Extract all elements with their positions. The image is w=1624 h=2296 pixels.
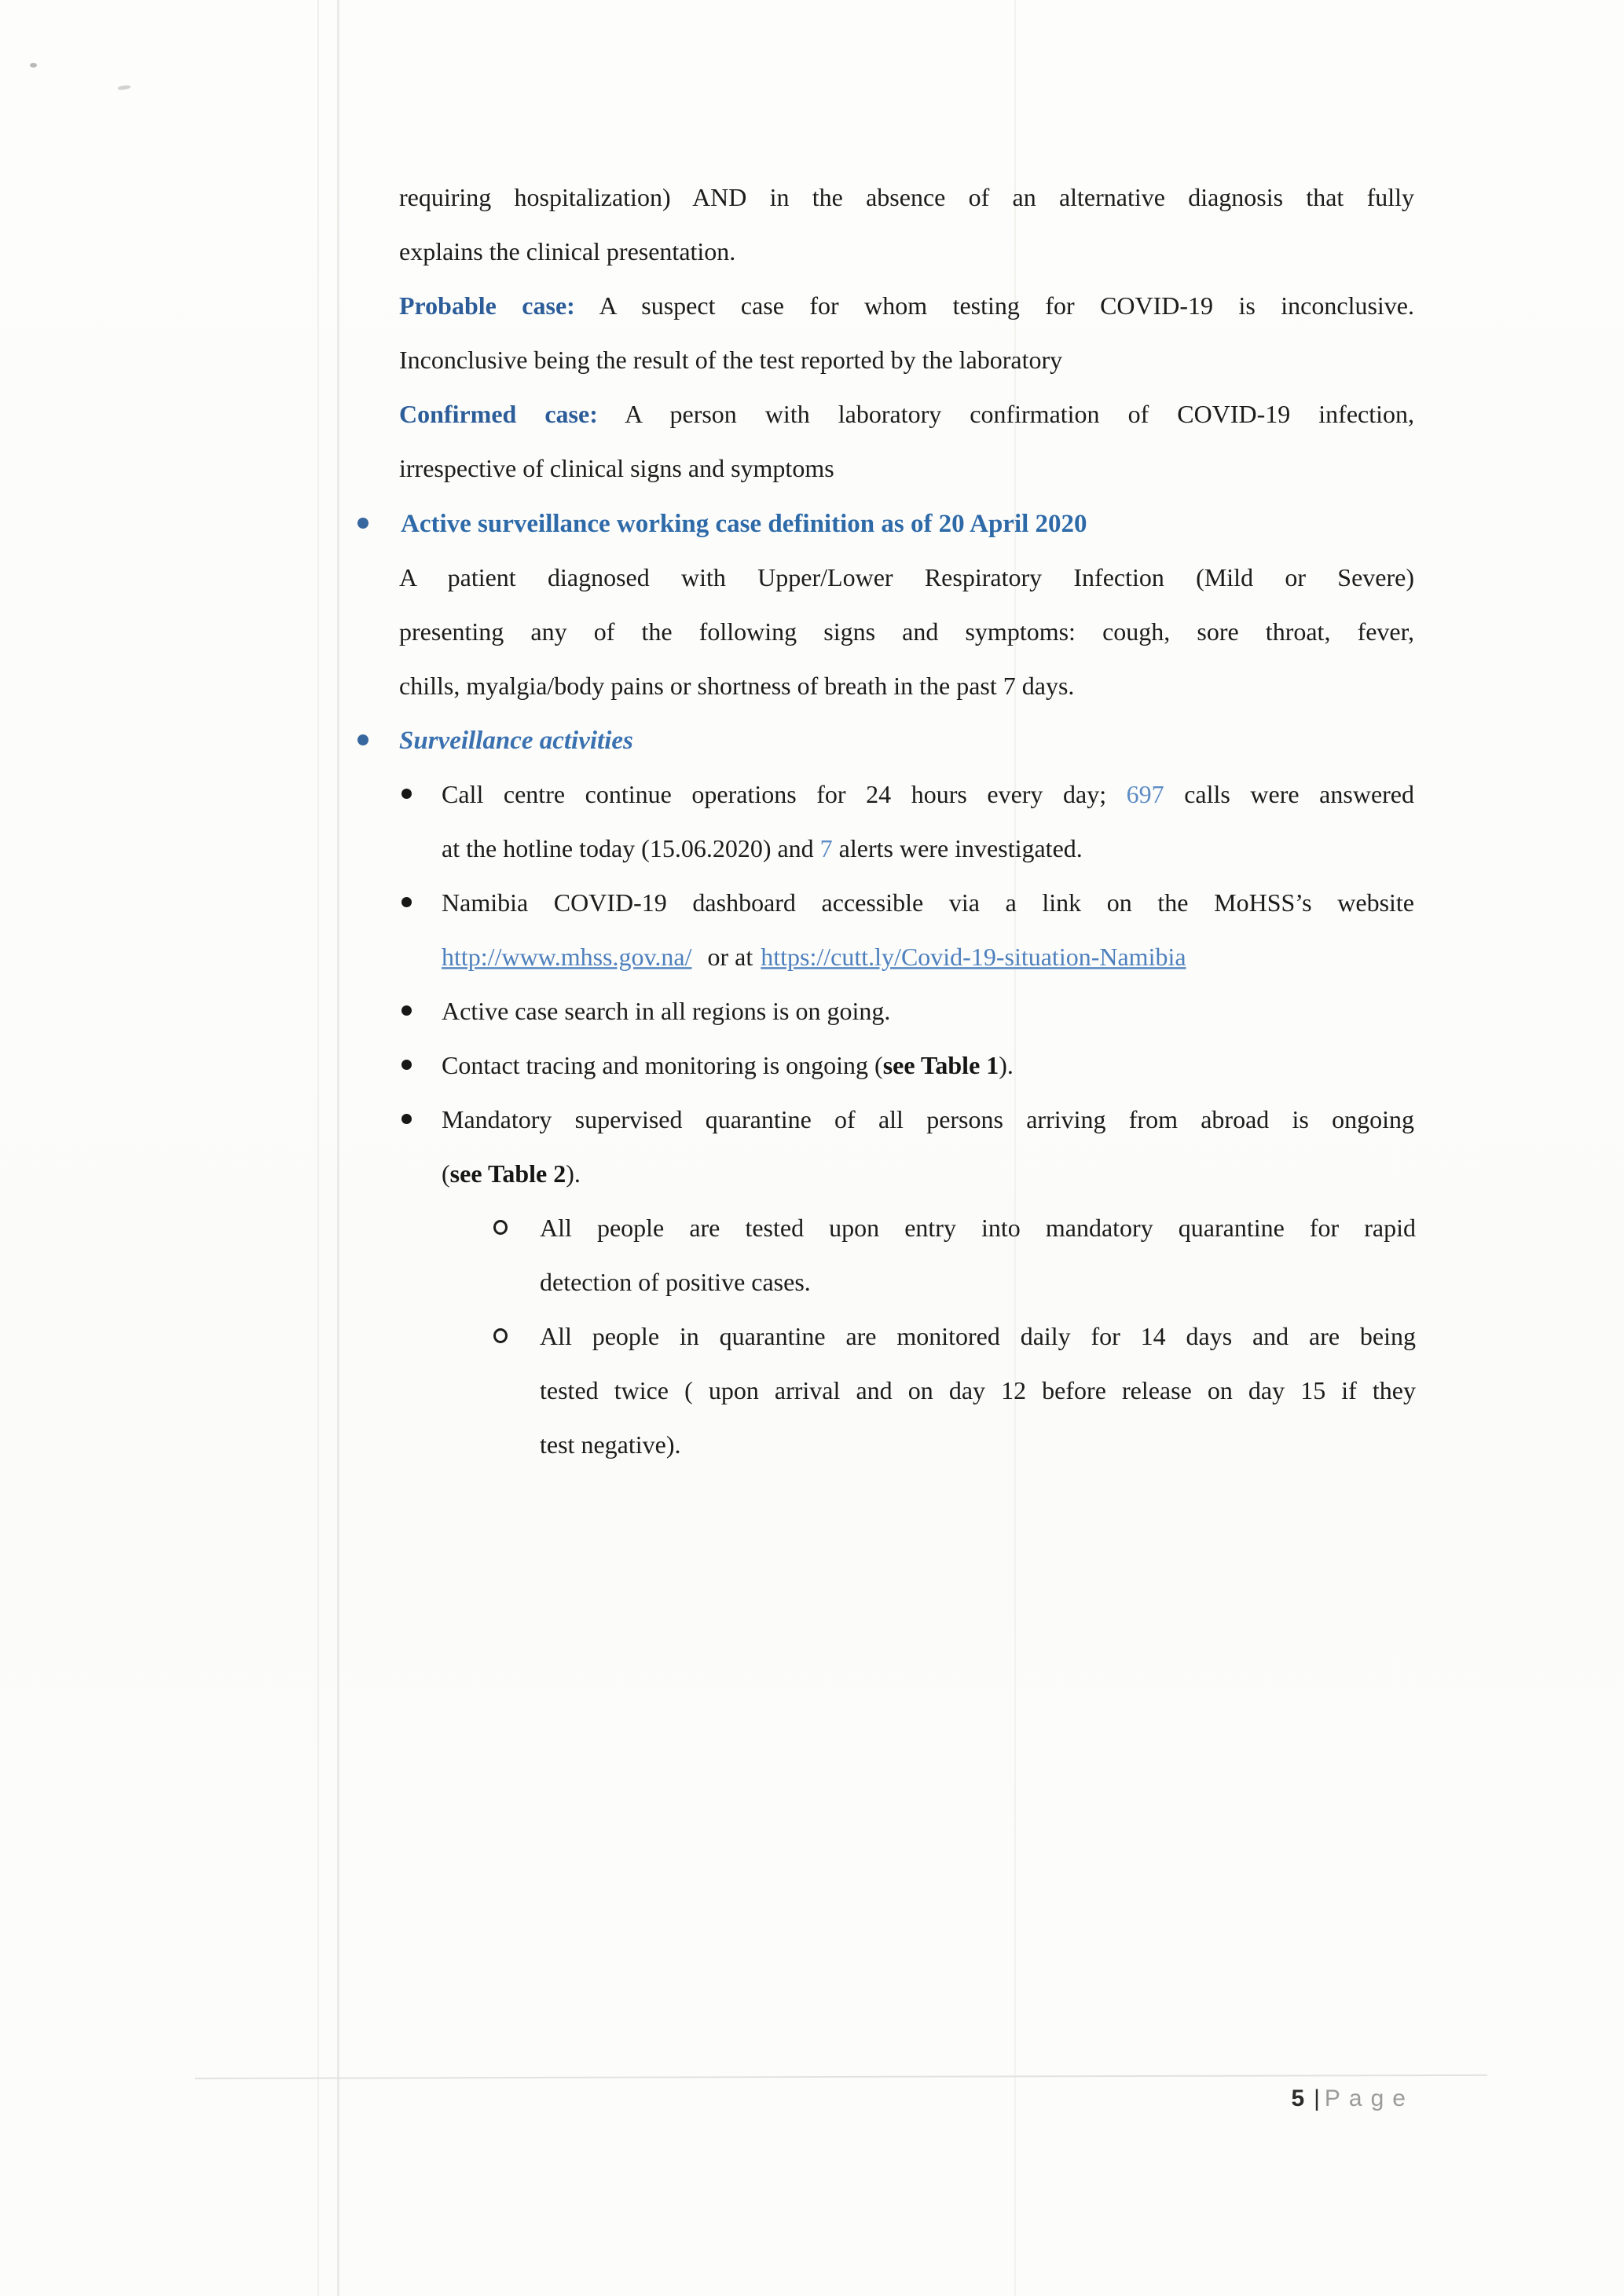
text-line — [540, 1200, 1416, 1255]
text-line — [399, 441, 1414, 496]
text-line — [540, 1254, 1416, 1309]
calls-answered-count: 697 — [1126, 780, 1164, 808]
page-number: 5 — [1291, 2085, 1305, 2111]
scan-artifact-line — [337, 0, 339, 2296]
text-line — [442, 1146, 1414, 1201]
body-text: tested twice ( upon arrival and on day 12 before release on day 15 if they — [540, 1376, 1416, 1404]
body-text: alerts were investigated. — [832, 834, 1083, 862]
text-line — [442, 875, 1414, 930]
link-mhss-website[interactable]: http://www.mhss.gov.na/ — [442, 943, 692, 971]
body-text: All people in quarantine are monitored daily for 14 days and are being — [540, 1322, 1416, 1350]
text-line — [442, 1038, 1414, 1093]
body-text: Active case search in all regions is on going. — [442, 997, 891, 1025]
text-line — [399, 658, 1414, 713]
footer-divider: | — [1314, 2085, 1320, 2111]
link-cuttly-dashboard[interactable]: https://cutt.ly/Covid-19-situation-Namibia — [761, 943, 1186, 971]
body-text: detection of positive cases. — [540, 1268, 811, 1296]
text-line — [399, 712, 1414, 768]
text-line — [540, 1309, 1416, 1364]
body-text: test negative). — [540, 1430, 681, 1459]
body-text: ). — [566, 1159, 581, 1188]
body-text: irrespective of clinical signs and symptoms — [399, 454, 834, 482]
body-text: or at — [707, 943, 753, 971]
table-2-reference: see Table 2 — [449, 1159, 566, 1188]
body-text: All people are tested upon entry into mandatory quarantine for rapid — [540, 1214, 1416, 1242]
scan-speck — [30, 63, 37, 68]
body-text: A patient diagnosed with Upper/Lower Respiratory Infection (Mild or Severe) — [399, 563, 1414, 591]
case-heading-confirmed: Confirmed case: — [399, 400, 598, 428]
bullet-icon — [401, 897, 412, 907]
bullet-icon — [401, 1005, 412, 1016]
text-line — [399, 386, 1414, 441]
bullet-icon — [357, 734, 368, 745]
body-text: Contact tracing and monitoring is ongoing ( — [442, 1051, 883, 1079]
body-text: calls were answered — [1164, 780, 1415, 808]
scan-speck — [118, 85, 131, 90]
circle-bullet-icon — [493, 1220, 508, 1235]
case-heading-probable: Probable case: — [399, 291, 575, 320]
body-text: Inconclusive being the result of the test reported by the laboratory — [399, 346, 1063, 374]
body-text: presenting any of the following signs and symptoms: cough, sore throat, fever, — [399, 617, 1414, 646]
text-line — [442, 1092, 1414, 1147]
circle-bullet-icon — [493, 1328, 508, 1343]
body-text: ). — [999, 1051, 1014, 1079]
text-line — [399, 170, 1414, 225]
body-text: explains the clinical presentation. — [399, 237, 736, 265]
body-text: A person with laboratory confirmation of COVID-19 infection, — [597, 400, 1415, 428]
alerts-count: 7 — [819, 834, 833, 862]
text-line — [399, 550, 1414, 605]
section-heading: Active surveillance working case definition as of 20 April 2020 — [401, 510, 1087, 538]
scan-artifact-line — [317, 0, 319, 2296]
text-line — [442, 767, 1414, 822]
bullet-icon — [357, 518, 368, 529]
body-text: at the hotline today (15.06.2020) and — [442, 834, 820, 862]
body-text: ( — [442, 1159, 450, 1188]
body-text: A suspect case for whom testing for COVID-19 is inconclusive. — [574, 291, 1415, 320]
text-line — [399, 604, 1414, 659]
body-text: chills, myalgia/body pains or shortness of breath in the past 7 days. — [399, 672, 1075, 700]
bullet-icon — [401, 1060, 412, 1070]
body-text: requiring hospitalization) AND in the absence of an alternative diagnosis that fully — [399, 183, 1414, 211]
page-footer — [786, 2085, 1414, 2112]
bullet-icon — [401, 1114, 412, 1124]
table-1-reference: see Table 1 — [882, 1051, 999, 1079]
text-line — [399, 224, 1414, 279]
text-line — [540, 1363, 1416, 1418]
section-heading-italic: Surveillance activities — [399, 727, 633, 755]
text-line — [399, 278, 1414, 333]
text-line — [442, 821, 1414, 876]
body-text: Call centre continue operations for 24 hours every day; — [442, 780, 1127, 808]
footer-page-label: Page — [1324, 2085, 1414, 2111]
text-line — [401, 496, 1412, 551]
text-line — [442, 929, 1414, 984]
footer-rule — [195, 2074, 1487, 2079]
text-line — [399, 332, 1414, 387]
body-text: Mandatory supervised quarantine of all persons arriving from abroad is ongoing — [442, 1105, 1414, 1133]
bullet-icon — [401, 789, 412, 799]
body-text: Namibia COVID-19 dashboard accessible via a link on the MoHSS’s website — [442, 888, 1414, 917]
text-line — [442, 983, 1414, 1038]
text-line — [540, 1417, 1416, 1472]
